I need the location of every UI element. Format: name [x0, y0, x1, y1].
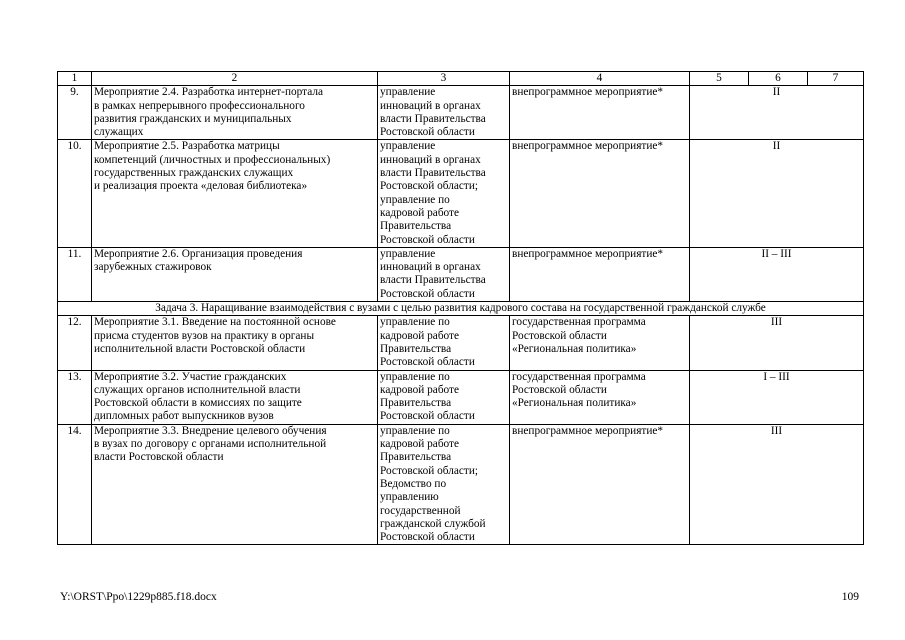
column-number-cell: 4 — [510, 72, 690, 86]
activity-cell: Мероприятие 2.4. Разработка интернет-портала в рамках непрерывного профессионального развития гражданских и муниципальных служащих — [92, 86, 378, 140]
activity-cell: Мероприятие 3.3. Внедрение целевого обучения в вузах по договору с органами исполнительной власти Ростовской области — [92, 424, 378, 545]
activities-table — [57, 71, 864, 545]
column-number-cell: 6 — [749, 72, 808, 86]
table-row — [58, 86, 864, 140]
activity-cell: Мероприятие 3.2. Участие гражданских служащих органов исполнительной власти Ростовской области в комиссиях по защите дипломных работ выпускников вузов — [92, 370, 378, 424]
activity-cell: Мероприятие 3.1. Введение на постоянной основе присма студентов вузов на практику в органы исполнительной власти Ростовской области — [92, 316, 378, 370]
funding-source-cell: внепрограммное мероприятие* — [510, 247, 690, 301]
table-row — [58, 316, 864, 370]
activity-cell: Мероприятие 2.5. Разработка матрицы компетенций (личностных и профессиональных) государственных гражданских служащих и реализация проекта «деловая библиотека» — [92, 140, 378, 247]
row-number: 10. — [58, 140, 92, 247]
row-number: 14. — [58, 424, 92, 545]
table-row — [58, 370, 864, 424]
table-row — [58, 424, 864, 545]
executor-cell: управление по кадровой работе Правительства Ростовской области — [378, 370, 510, 424]
executor-cell: управление по кадровой работе Правительства Ростовской области; Ведомство по управлению государственной гражданской службой Ростовской области — [378, 424, 510, 545]
table-header-row — [58, 72, 864, 86]
column-number-cell: 1 — [58, 72, 92, 86]
row-number: 9. — [58, 86, 92, 140]
period-cell: I – III — [690, 370, 864, 424]
period-cell: II — [690, 140, 864, 247]
file-path: Y:\ORST\Ppo\1229p885.f18.docx — [60, 591, 217, 603]
period-cell: II – III — [690, 247, 864, 301]
row-number: 13. — [58, 370, 92, 424]
executor-cell: управление инноваций в органах власти Правительства Ростовской области; управление по кадровой работе Правительства Ростовской области — [378, 140, 510, 247]
period-cell: III — [690, 316, 864, 370]
activity-cell: Мероприятие 2.6. Организация проведения зарубежных стажировок — [92, 247, 378, 301]
task-heading-row — [58, 302, 864, 316]
executor-cell: управление по кадровой работе Правительства Ростовской области — [378, 316, 510, 370]
column-number-cell: 5 — [690, 72, 749, 86]
table-row — [58, 140, 864, 247]
column-number-cell: 3 — [378, 72, 510, 86]
executor-cell: управление инноваций в органах власти Правительства Ростовской области — [378, 247, 510, 301]
funding-source-cell: внепрограммное мероприятие* — [510, 86, 690, 140]
funding-source-cell: внепрограммное мероприятие* — [510, 424, 690, 545]
funding-source-cell: государственная программа Ростовской области «Региональная политика» — [510, 316, 690, 370]
executor-cell: управление инноваций в органах власти Правительства Ростовской области — [378, 86, 510, 140]
period-cell: III — [690, 424, 864, 545]
task-heading: Задача 3. Наращивание взаимодействия с вузами с целью развития кадрового состава на государственной гражданской службе — [58, 302, 864, 316]
funding-source-cell: внепрограммное мероприятие* — [510, 140, 690, 247]
table-row — [58, 247, 864, 301]
row-number: 11. — [58, 247, 92, 301]
period-cell: II — [690, 86, 864, 140]
page-number: 109 — [841, 591, 859, 603]
row-number: 12. — [58, 316, 92, 370]
funding-source-cell: государственная программа Ростовской области «Региональная политика» — [510, 370, 690, 424]
column-number-cell: 7 — [808, 72, 864, 86]
column-number-cell: 2 — [92, 72, 378, 86]
